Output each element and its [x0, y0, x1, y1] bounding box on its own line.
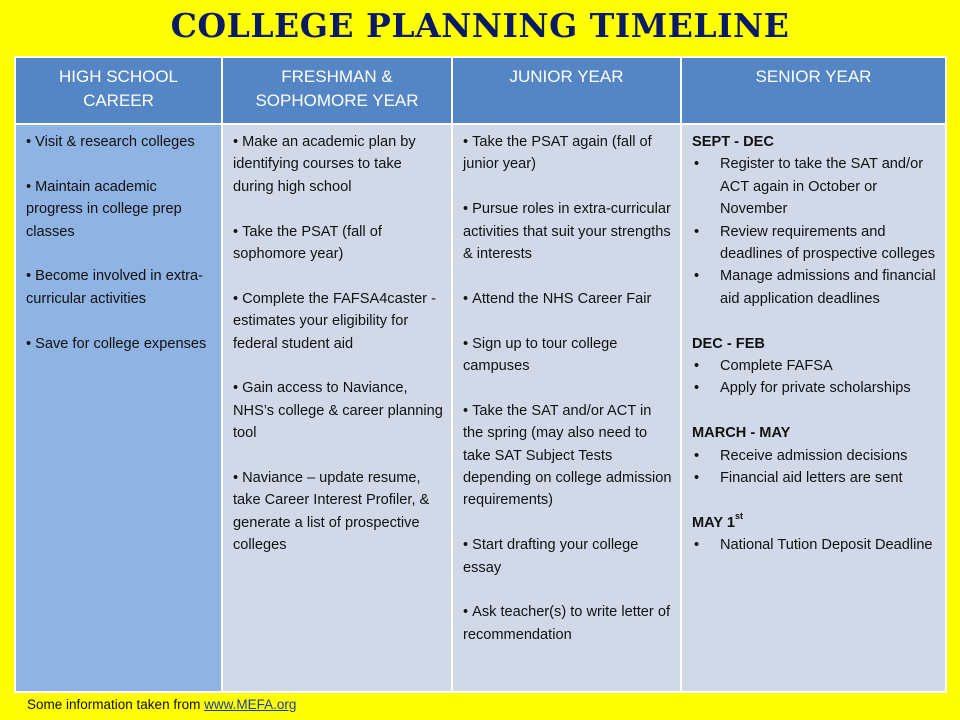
section-heading	[692, 512, 937, 534]
junior-year-list	[463, 131, 672, 646]
high-school-career-cell	[15, 124, 222, 692]
list-item: • Sign up to tour college campuses	[463, 333, 672, 378]
senior-dec-feb-list	[692, 355, 937, 400]
header-high-school-career: HIGH SCHOOL CAREER	[15, 57, 222, 124]
list-item: • Complete the FAFSA4caster - estimates your eligibility for federal student aid	[233, 288, 443, 355]
senior-dec-feb-section	[692, 333, 937, 400]
header-freshman-sophomore-year: FRESHMAN & SOPHOMORE YEAR	[222, 57, 452, 124]
list-item: • Financial aid letters are sent	[692, 467, 937, 489]
header-senior-year: SENIOR YEAR	[681, 57, 946, 124]
list-item: • Pursue roles in extra-curricular activities that suit your strengths & interests	[463, 198, 672, 265]
list-item: • Register to take the SAT and/or ACT again in October or November	[692, 153, 937, 220]
high-school-career-list	[26, 131, 213, 355]
list-item: • Gain access to Naviance, NHS’s college & career planning tool	[233, 377, 443, 444]
list-item: • Complete FAFSA	[692, 355, 937, 377]
list-item: • Review requirements and deadlines of prospective colleges	[692, 221, 937, 266]
freshman-sophomore-list	[233, 131, 443, 557]
list-item: • Take the PSAT again (fall of junior year)	[463, 131, 672, 176]
section-heading: SEPT - DEC	[692, 134, 774, 150]
list-item: • Attend the NHS Career Fair	[463, 288, 672, 310]
list-item: • National Tution Deposit Deadline	[692, 534, 937, 556]
section-heading: MARCH - MAY	[692, 425, 791, 442]
header-junior-year: JUNIOR YEAR	[452, 57, 681, 124]
list-item: • Save for college expenses	[26, 333, 213, 355]
senior-year-cell	[681, 124, 946, 692]
page-title: COLLEGE PLANNING TIMELINE	[170, 6, 790, 45]
list-item: • Ask teacher(s) to write letter of recommendation	[463, 601, 672, 646]
list-item: • Manage admissions and financial aid application deadlines	[692, 265, 937, 310]
list-item: • Start drafting your college essay	[463, 534, 672, 579]
list-item: • Naviance – update resume, take Career Interest Profiler, & generate a list of prospective colleges	[233, 467, 443, 557]
content-row	[15, 124, 946, 692]
list-item: • Take the SAT and/or ACT in the spring (may also need to take SAT Subject Tests depending on college admission requirements)	[463, 400, 672, 512]
timeline-table	[14, 56, 947, 693]
list-item: • Make an academic plan by identifying courses to take during high school	[233, 131, 443, 198]
freshman-sophomore-cell	[222, 124, 452, 692]
mefa-link[interactable]: www.MEFA.org	[204, 697, 297, 712]
list-item: • Become involved in extra-curricular activities	[26, 265, 213, 310]
list-item: • Take the PSAT (fall of sophomore year)	[233, 221, 443, 266]
list-item: • Maintain academic progress in college prep classes	[26, 176, 213, 243]
senior-march-may-list	[692, 445, 937, 490]
footer-text: Some information taken from	[27, 697, 205, 712]
list-item: • Visit & research colleges	[26, 131, 213, 153]
section-heading-text: MAY 1	[692, 514, 735, 531]
section-heading: DEC - FEB	[692, 335, 765, 352]
senior-sept-dec-list	[692, 153, 937, 310]
senior-march-may-section	[692, 422, 937, 489]
footer-source-note	[27, 697, 296, 712]
senior-may-1-section	[692, 512, 937, 557]
junior-year-cell	[452, 124, 681, 692]
senior-sept-dec-section	[692, 131, 937, 310]
list-item: • Apply for private scholarships	[692, 377, 937, 399]
senior-may-1-list	[692, 534, 937, 556]
list-item: • Receive admission decisions	[692, 445, 937, 467]
header-row	[15, 57, 946, 124]
section-heading-superscript: st	[735, 511, 744, 521]
